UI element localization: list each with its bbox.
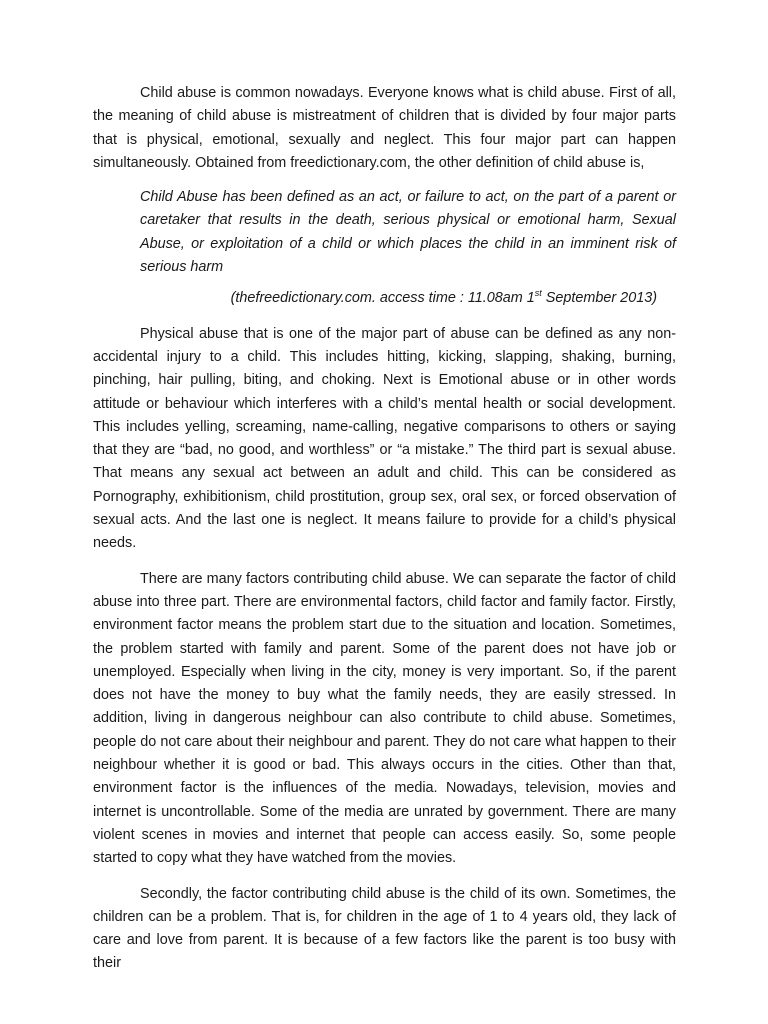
block-quote-definition: Child Abuse has been defined as an act, or failure to act, on the part of a parent or caretaker that results in the death, serious physical or emotional harm, Sexual Abuse, or exploitation of a child or which places the child in an imminent risk of serious harm (140, 189, 676, 276)
paragraph-intro: Child abuse is common nowadays. Everyone knows what is child abuse. First of all, the meaning of child abuse is mistreatment of children that is divided by four major parts that is physical, emotional, sexually and neglect. This four major part can happen simultaneously. Obtained from freedictionary.com, the other definition of child abuse is, (93, 85, 676, 171)
citation-prefix: (thefreedictionary.com. access time : 11.08am 1 (230, 290, 535, 307)
citation-suffix: September 2013) (541, 290, 657, 307)
quote-citation (93, 287, 676, 310)
paragraph-child-factor: Secondly, the factor contributing child abuse is the child of its own. Sometimes, the children can be a problem. That is, for children in the age of 1 to 4 years old, they lack of care and love from parent. It is because of a few factors like the parent is too busy with their (93, 885, 676, 972)
paragraph-factors: There are many factors contributing child abuse. We can separate the factor of child abuse into three part. There are environmental factors, child factor and family factor. Firstly, environment factor means the problem start due to the situation and location. Sometimes, the problem started with family and parent. Some of the parent does not have job or unemployed. Especially when living in the city, money is very important. So, if the parent does not have the money to buy what the family needs, they are easily stressed. In addition, living in dangerous neighbour can also contribute to child abuse. Sometimes, people do not care about their neighbour and parent. They do not care what happen to their neighbour whether it is good or bad. This always occurs in the cities. Other than that, environment factor is the influences of the media. Nowadays, television, movies and internet is uncontrollable. Some of the media are unrated by government. There are many violent scenes in movies and internet that people can access easily. So, some people started to copy what they have watched from the movies. (93, 570, 676, 867)
paragraph-types-of-abuse: Physical abuse that is one of the major part of abuse can be defined as any non-accidental injury to a child. This includes hitting, kicking, slapping, shaking, burning, pinching, hair pulling, biting, and choking. Next is Emotional abuse or in other words attitude or behaviour which interferes with a child’s mental health or social development. This includes yelling, screaming, name-calling, negative comparisons to others or saying that they are “bad, no good, and worthless” or “a mistake.” The third part is sexual abuse. That means any sexual act between an adult and child. This can be considered as Pornography, exhibitionism, child prostitution, group sex, oral sex, or forced observation of sexual acts. And the last one is neglect. It means failure to provide for a child’s physical needs. (93, 325, 676, 552)
citation-superscript: st (534, 288, 542, 299)
document-page (93, 82, 676, 976)
